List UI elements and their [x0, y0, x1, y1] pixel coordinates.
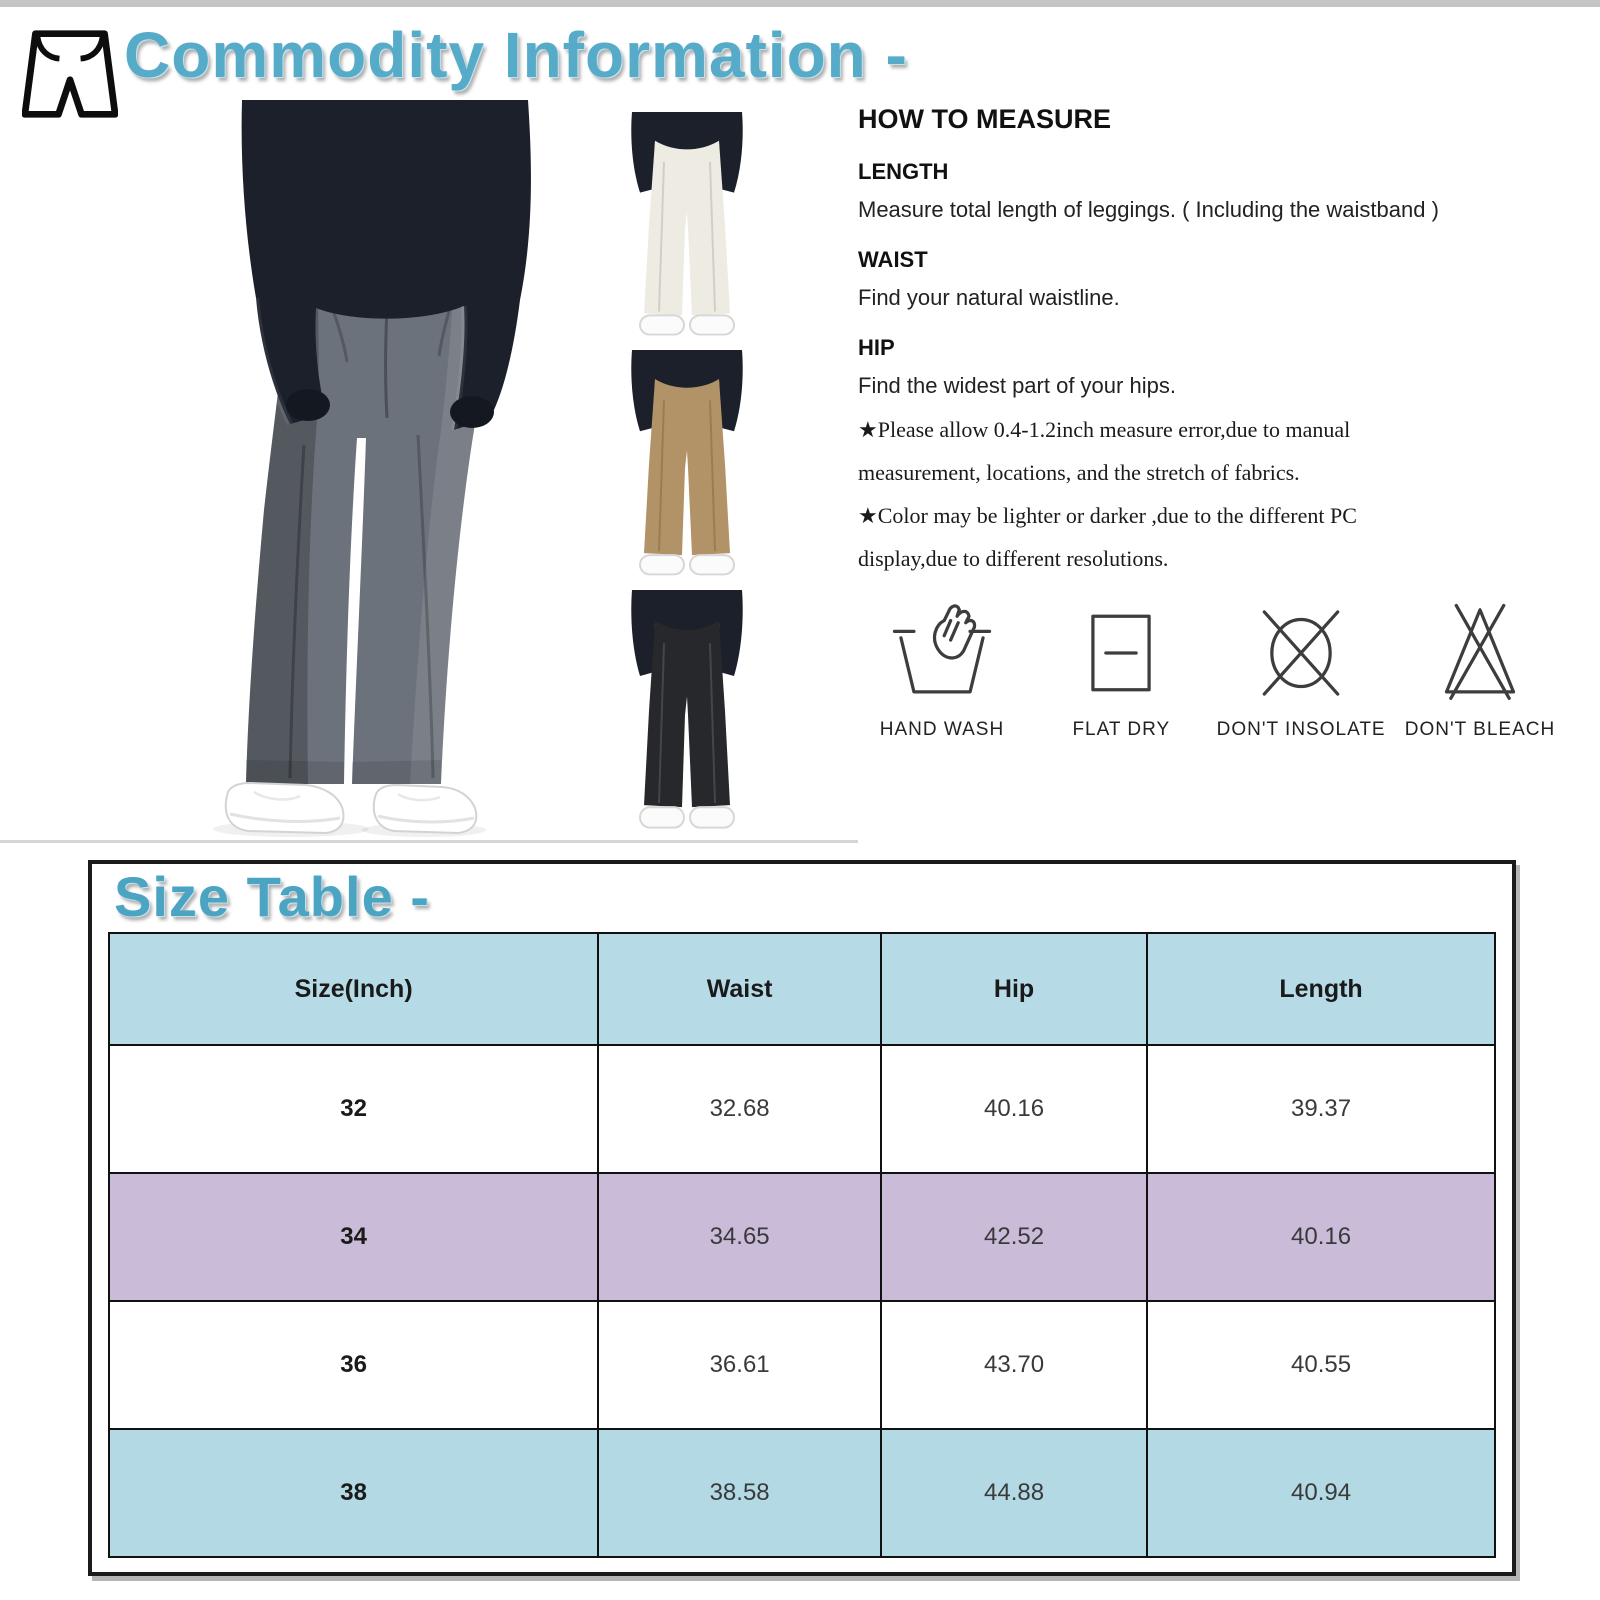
cell-length: 40.55 [1147, 1301, 1495, 1429]
measure-text-hip: Find the widest part of your hips. [858, 373, 1176, 398]
cell-length: 40.94 [1147, 1429, 1495, 1557]
cell-hip: 44.88 [881, 1429, 1147, 1557]
top-border-strip [0, 0, 1600, 7]
care-hand-wash [858, 599, 1026, 741]
cell-waist: 34.65 [598, 1173, 881, 1301]
col-length: Length [1147, 933, 1495, 1045]
cell-length: 40.16 [1147, 1173, 1495, 1301]
thumbnail-khaki-pants [628, 350, 746, 588]
measure-title: HOW TO MEASURE [858, 104, 1112, 134]
table-header-row [109, 933, 1495, 1045]
flat-dry-icon [1067, 599, 1175, 707]
care-label: HAND WASH [879, 718, 1005, 740]
thumbnail-black-pants [628, 590, 746, 842]
size-table [108, 932, 1496, 1558]
measure-text-length: Measure total length of leggings. ( Including the waistband ) [858, 197, 1439, 222]
care-label: DON'T INSOLATE [1216, 718, 1386, 740]
note-color-difference: ★Color may be lighter or darker ,due to the different PC display,due to different resolutions. [858, 502, 1357, 571]
cell-hip: 42.52 [881, 1173, 1147, 1301]
hand-wash-icon [888, 599, 996, 707]
pants-khaki [644, 379, 730, 555]
pants-white [644, 141, 730, 316]
khaki-pants-figure [628, 350, 746, 588]
size-table-title: Size Table - [114, 865, 430, 928]
measure-text-waist: Find your natural waistline. [858, 285, 1120, 310]
measure-section [858, 104, 1574, 741]
cell-waist: 38.58 [598, 1429, 881, 1557]
dont-bleach-icon [1426, 599, 1534, 707]
black-pants-figure [628, 590, 746, 842]
care-label: DON'T BLEACH [1404, 718, 1556, 740]
size-table-section [88, 860, 1516, 1576]
care-dont-bleach [1396, 599, 1564, 741]
cell-size: 32 [109, 1045, 598, 1173]
table-row [109, 1429, 1495, 1557]
thumbnail-white-pants [628, 112, 746, 348]
pants-icon [22, 26, 118, 122]
cell-waist: 36.61 [598, 1301, 881, 1429]
cell-size: 36 [109, 1301, 598, 1429]
cell-hip: 43.70 [881, 1301, 1147, 1429]
table-row [109, 1173, 1495, 1301]
dont-insolate-icon [1247, 599, 1355, 707]
care-dont-insolate [1217, 599, 1385, 741]
pants-black [644, 621, 730, 807]
cell-size: 34 [109, 1173, 598, 1301]
care-flat-dry [1037, 599, 1205, 741]
col-size: Size(Inch) [109, 933, 598, 1045]
note-measure-error: ★Please allow 0.4-1.2inch measure error,due to manual measurement, locations, and the stretch of fabrics. [858, 417, 1351, 485]
measure-label-waist: WAIST [858, 247, 928, 272]
col-waist: Waist [598, 933, 881, 1045]
main-product-photo [196, 100, 566, 840]
grey-pants-figure [196, 100, 566, 840]
cell-waist: 32.68 [598, 1045, 881, 1173]
photo-section-divider [0, 840, 858, 843]
table-row [109, 1301, 1495, 1429]
cell-hip: 40.16 [881, 1045, 1147, 1173]
care-label: FLAT DRY [1072, 718, 1171, 740]
white-pants-figure [628, 112, 746, 348]
care-instructions [858, 599, 1564, 741]
cell-size: 38 [109, 1429, 598, 1557]
measure-label-length: LENGTH [858, 159, 949, 184]
col-hip: Hip [881, 933, 1147, 1045]
table-row [109, 1045, 1495, 1173]
measure-label-hip: HIP [858, 335, 895, 360]
measure-notes [858, 409, 1378, 581]
page-title: Commodity Information - [124, 19, 908, 91]
cell-length: 39.37 [1147, 1045, 1495, 1173]
